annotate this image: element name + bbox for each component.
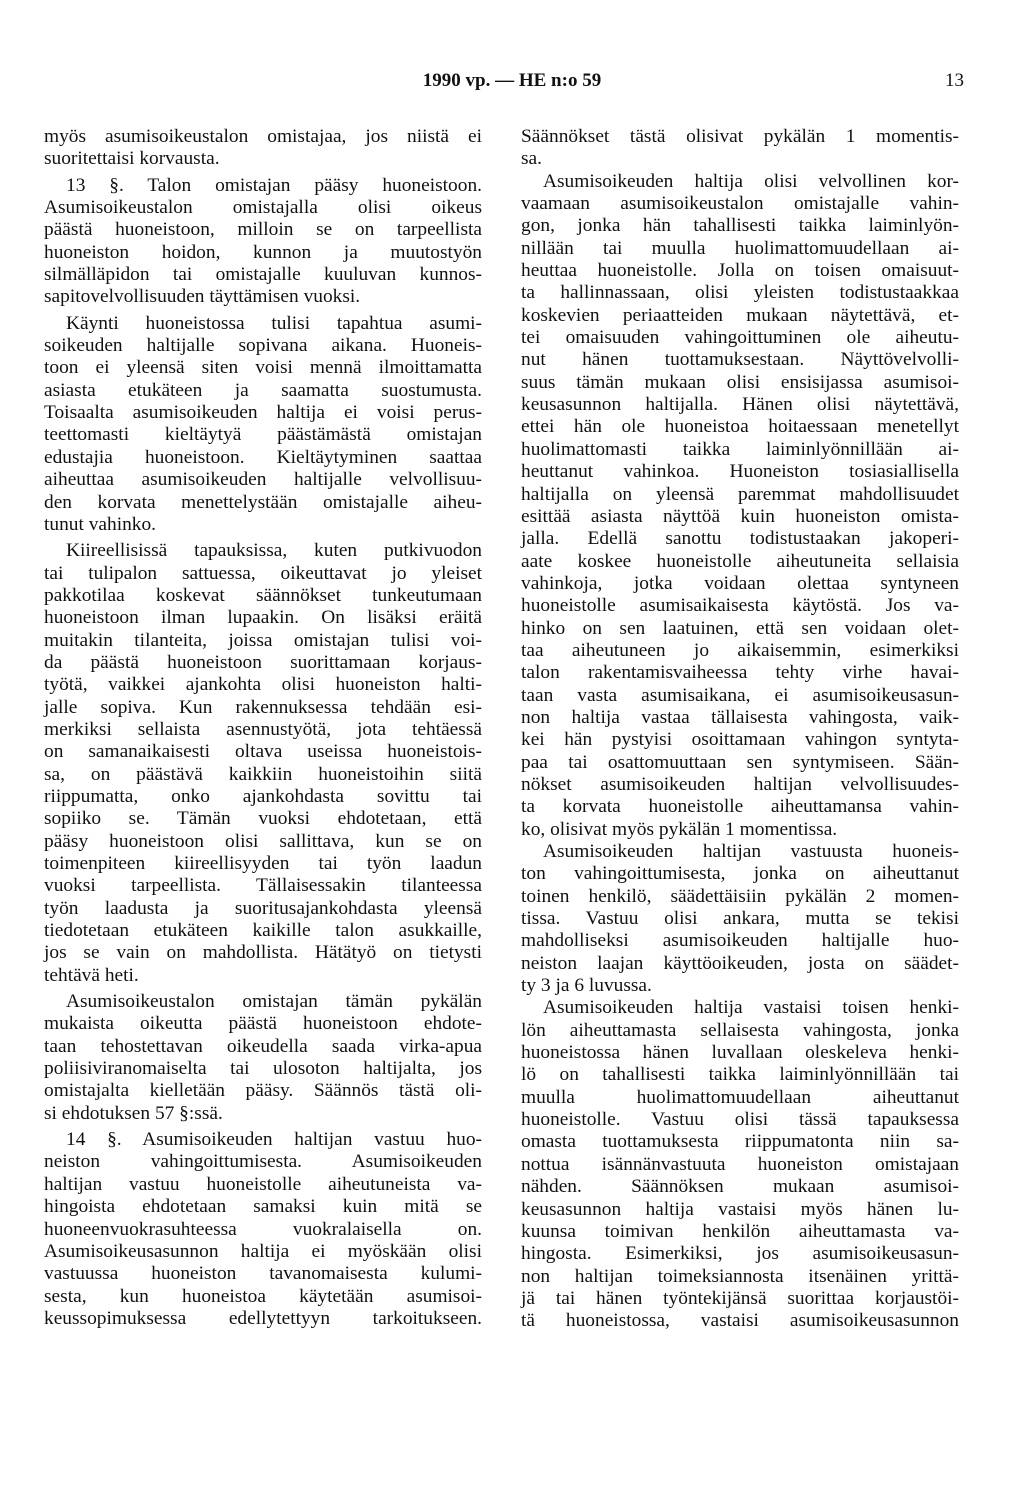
text-line: toinen henkilö, säädettäisiin pykälän 2 momen- <box>521 885 959 907</box>
text-line: jalla. Edellä sanottu todistustaakan jakoperi- <box>521 528 959 550</box>
text-line: sesta, kun huoneistoa käytetään asumisoi- <box>44 1285 482 1307</box>
text-line: toon ei yleensä siten voisi mennä ilmoittamatta <box>44 357 482 379</box>
text-line: vastuussa huoneiston tavanomaisesta kulumi- <box>44 1263 482 1285</box>
text-line: ta korvata huoneistolle aiheuttamansa vahin- <box>521 796 959 818</box>
text-line: tei omaisuuden vahingoittuminen ole aiheutu- <box>521 327 959 349</box>
text-line: jos se vain on mahdollista. Hätätyö on tietysti <box>44 942 482 964</box>
text-line: pääsy huoneistoon olisi sallittava, kun se on <box>44 830 482 852</box>
text-line: taa aiheutuneen jo aikaisemmin, esimerkiksi <box>521 639 959 661</box>
text-line: jä tai hänen työntekijänsä suorittaa korjaustöi- <box>521 1287 959 1309</box>
text-line: koskevien periaatteiden mukaan näytettävä, et- <box>521 304 959 326</box>
text-line: jalle sopiva. Kun rakennuksessa tehdään esi- <box>44 696 482 718</box>
text-line: keusasunnon haltijalla. Hänen olisi näytettävä, <box>521 394 959 416</box>
text-line: Asumisoikeuden haltija vastaisi toisen henki- <box>543 997 959 1019</box>
text-line: Asumisoikeusasunnon haltija ei myöskään olisi <box>44 1240 482 1262</box>
text-line: haltijalla on yleensä paremmat mahdollisuudet <box>521 483 959 505</box>
text-line: sa, on päästävä kaikkiin huoneistoihin siitä <box>44 763 482 785</box>
running-header: 1990 vp. — HE n:o 59 <box>422 70 602 91</box>
text-line: da päästä huoneistoon suorittamaan korjaus- <box>44 651 482 673</box>
text-line: tissa. Vastuu olisi ankara, mutta se tekisi <box>521 908 959 930</box>
text-line: hingosta. Esimerkiksi, jos asumisoikeusasun- <box>521 1243 959 1265</box>
text-line: taan tehostettavan oikeudella saada virka-apua <box>44 1035 482 1057</box>
left-text-column <box>44 126 482 1330</box>
text-line: esittää asiasta näyttöä kuin huoneiston omista- <box>521 505 959 527</box>
text-line: nähden. Säännöksen mukaan asumisoi- <box>521 1176 959 1198</box>
text-line: aiheuttaa asumisoikeuden haltijalle velvollisuu- <box>44 469 482 491</box>
text-line: huoneistolle. Vastuu olisi tässä tapauksessa <box>521 1109 959 1131</box>
text-line: neiston vahingoittumisesta. Asumisoikeuden <box>44 1151 482 1173</box>
text-line: si ehdotuksen 57 §:ssä. <box>44 1102 223 1124</box>
text-line: suoritettaisi korvausta. <box>44 148 220 170</box>
text-line: Toisaalta asumisoikeuden haltija ei voisi perus- <box>44 402 482 424</box>
text-line: ta hallinnassaan, olisi yleisten todistustaakkaa <box>521 282 959 304</box>
text-line: aate koskee huoneistolle aiheutuneita sellaisia <box>521 550 959 572</box>
text-line: ton vahingoittumisesta, jonka on aiheuttanut <box>521 863 959 885</box>
text-line: Asumisoikeuden haltijan vastuusta huoneis- <box>543 841 959 862</box>
text-line: nillään tai muulla huolimattomuudellaan ai- <box>521 237 959 259</box>
text-line: Käynti huoneistossa tulisi tapahtua asumi- <box>66 312 482 334</box>
right-text-column <box>521 126 959 1333</box>
text-line: kuunsa toimivan henkilön aiheuttamasta va- <box>521 1220 959 1242</box>
text-line: neiston laajan käyttöoikeuden, josta on säädet- <box>521 952 959 974</box>
text-line: non haltija vastaa tällaisesta vahingosta, vaik- <box>521 706 959 728</box>
text-line: 13 §. Talon omistajan pääsy huoneistoon. <box>66 174 482 196</box>
text-line: non haltijan toimeksiannosta itsenäinen yrittä- <box>521 1265 959 1287</box>
text-line: keusasunnon haltija vastaisi myös hänen lu- <box>521 1198 959 1220</box>
text-line: Asumisoikeustalon omistajalla olisi oikeus <box>44 197 482 219</box>
text-line: asiasta etukäteen ja saamatta suostumusta. <box>44 379 482 401</box>
text-line: riippumatta, onko ajankohdasta sovittu tai <box>44 785 482 807</box>
text-line: mukaista oikeutta päästä huoneistoon ehdote- <box>44 1013 482 1035</box>
text-line: den korvata menettelystään omistajalle aiheu- <box>44 491 482 513</box>
text-line: työn laadusta ja suoritusajankohdasta yleensä <box>44 897 482 919</box>
text-line: sopiiko se. Tämän vuoksi ehdotetaan, että <box>44 808 482 830</box>
text-line: nut hänen tuottamuksestaan. Näyttövelvolli- <box>521 349 959 371</box>
text-line: ettei hän ole huoneistoa hoitaessaan menetellyt <box>521 416 959 438</box>
text-line: vahinkoja, jotka voidaan olettaa syntyneen <box>521 572 959 594</box>
text-line: tä huoneistossa, vastaisi asumisoikeusasunnon <box>521 1310 959 1332</box>
text-line: toimenpiteen kiireellisyyden tai työn laadun <box>44 853 482 874</box>
text-line: sa. <box>521 148 543 170</box>
text-line: soikeuden haltijalle sopivana aikana. Huoneis- <box>44 335 482 357</box>
text-line: työtä, vaikkei ajankohta olisi huoneiston halti- <box>44 674 482 696</box>
text-line: omistajalta kielletään pääsy. Säännös tästä oli- <box>44 1080 482 1102</box>
text-line: gon, jonka hän tahallisesti taikka laiminlyön- <box>521 215 959 237</box>
text-line: on samanaikaisesti oltava useissa huoneistois- <box>44 741 482 763</box>
text-line: suus tämän mukaan olisi ensisijassa asumisoi- <box>521 371 959 393</box>
text-line: keussopimuksessa edellytettyyn tarkoitukseen. <box>44 1307 482 1329</box>
text-line: poliisiviranomaiselta tai ulosoton haltijalta, jos <box>44 1058 482 1080</box>
text-line: merkiksi sellaista asennustyötä, jota tehtäessä <box>44 718 482 740</box>
text-line: myös asumisoikeustalon omistajaa, jos niistä ei <box>44 126 482 147</box>
text-line: 14 §. Asumisoikeuden haltijan vastuu huo- <box>66 1129 482 1151</box>
text-line: mahdolliseksi asumisoikeuden haltijalle huo- <box>521 930 959 952</box>
text-line: muulla huolimattomuudellaan aiheuttanut <box>521 1086 959 1108</box>
text-line: nökset asumisoikeuden haltijan velvollisuudes- <box>521 773 959 795</box>
text-line: huolimattomasti taikka laiminlyönnillään ai- <box>521 438 959 460</box>
text-line: muitakin tilanteita, joissa omistajan tulisi voi- <box>44 629 482 651</box>
text-line: ty 3 ja 6 luvussa. <box>521 975 652 997</box>
text-line: talon rakentamisvaiheessa tehty virhe havai- <box>521 662 959 684</box>
text-line: huoneistolle asumisaikaisesta käytöstä. Jos va- <box>521 595 959 617</box>
text-line: hinko on sen laatuinen, että sen voidaan olet- <box>521 617 959 639</box>
page-number: 13 <box>945 70 964 91</box>
text-line: paa tai osattomuuttaan sen syntymiseen. Sään- <box>521 751 959 773</box>
text-line: sapitovelvollisuuden täyttämisen vuoksi. <box>44 286 361 308</box>
text-line: heuttaa huoneistolle. Jolla on toisen omaisuut- <box>521 260 959 282</box>
text-line: vaamaan asumisoikeustalon omistajalle vahin- <box>521 193 959 215</box>
text-line: omasta tuottamuksesta riippumatonta niin sa- <box>521 1131 959 1153</box>
text-line: huoneistossa hänen luvallaan oleskeleva henki- <box>521 1042 959 1064</box>
text-line: Kiireellisissä tapauksissa, kuten putkivuodon <box>66 540 482 562</box>
text-line: pakkotilaa koskevat säännökset tunkeutumaan <box>44 584 482 606</box>
text-line: lön aiheuttamasta sellaisesta vahingosta, jonka <box>521 1019 959 1041</box>
text-line: hingoista ehdotetaan samaksi kuin mitä se <box>44 1196 482 1218</box>
text-line: haltijan vastuu huoneistolle aiheutuneista va- <box>44 1173 482 1195</box>
text-line: silmälläpidon tai omistajalle kuuluvan kunnos- <box>44 264 482 286</box>
text-line: tai tulipalon sattuessa, oikeuttavat jo yleiset <box>44 562 482 584</box>
text-line: huoneistoon ilman lupaakin. On lisäksi eräitä <box>44 607 482 629</box>
text-line: kei hän pystyisi osoittamaan vahingon syntyta- <box>521 729 959 751</box>
text-line: heuttanut vahinkoa. Huoneiston tosiasiallisella <box>521 461 959 483</box>
text-line: lö on tahallisesti taikka laiminlyönnillään tai <box>521 1064 959 1086</box>
text-line: Säännökset tästä olisivat pykälän 1 momentis- <box>521 126 959 147</box>
text-line: huoneiston hoidon, kunnon ja muutostyön <box>44 241 482 263</box>
text-line: Asumisoikeustalon omistajan tämän pykälän <box>66 991 482 1013</box>
text-line: taan vasta asumisaikana, ei asumisoikeusasun- <box>521 684 959 706</box>
text-line: teettomasti kieltäytyä päästämästä omistajan <box>44 424 482 446</box>
text-line: nottua isännänvastuuta huoneiston omistajaan <box>521 1153 959 1175</box>
text-line: huoneenvuokrasuhteessa vuokralaisella on. <box>44 1218 482 1240</box>
text-line: päästä huoneistoon, milloin se on tarpeellista <box>44 219 482 241</box>
text-line: Asumisoikeuden haltija olisi velvollinen kor- <box>543 170 959 192</box>
text-line: ko, olisivat myös pykälän 1 momentissa. <box>521 818 838 840</box>
text-line: vuoksi tarpeellista. Tällaisessakin tilanteessa <box>44 875 482 897</box>
text-line: tiedotetaan etukäteen kaikille talon asukkaille, <box>44 920 482 942</box>
text-line: tehtävä heti. <box>44 964 139 986</box>
page-header <box>0 70 1024 100</box>
text-line: edustajia huoneistoon. Kieltäytyminen saattaa <box>44 446 482 468</box>
text-line: tunut vahinko. <box>44 513 157 535</box>
